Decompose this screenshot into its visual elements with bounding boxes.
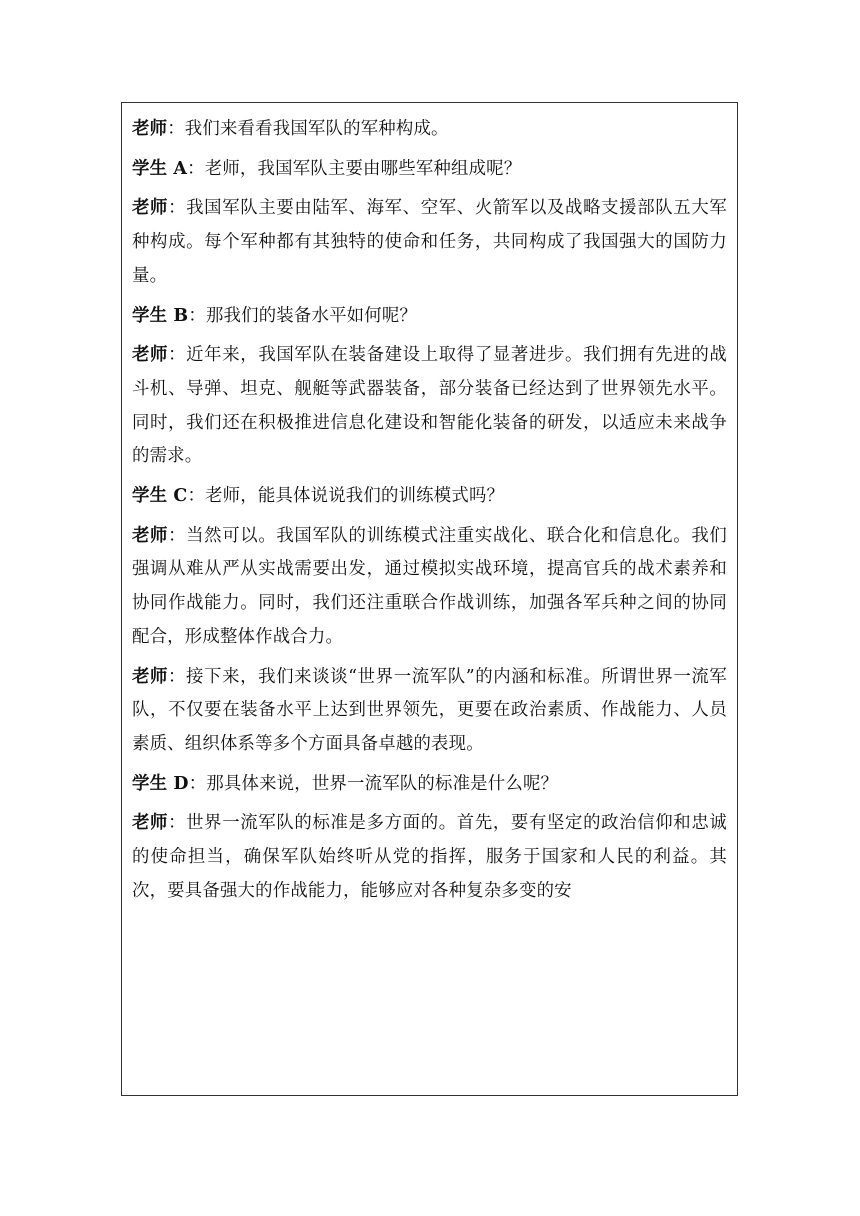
dialogue-text: 那我们的装备水平如何呢？ bbox=[205, 305, 418, 326]
dialogue-text: 我国军队主要由陆军、海军、空军、火箭军以及战略支援部队五大军种构成。每个军种都有其独特的使命和任务，共同构成了我国强大的国防力量。 bbox=[132, 198, 727, 286]
speaker-label: 老师 bbox=[132, 525, 169, 546]
speaker-colon: ： bbox=[168, 198, 187, 219]
speaker-label: 老师 bbox=[132, 345, 169, 366]
speaker-colon: ： bbox=[168, 345, 187, 366]
dialogue-text: 近年来，我国军队在装备建设上取得了显著进步。我们拥有先进的战斗机、导弹、坦克、舰艇等武器装备，部分装备已经达到了世界领先水平。同时，我们还在积极推进信息化建设和智能化装备的研发，以适应未来战争的需求。 bbox=[132, 345, 727, 467]
dialogue-paragraph bbox=[132, 661, 727, 762]
dialogue-table-cell bbox=[121, 102, 738, 1096]
speaker-label: 老师 bbox=[132, 813, 169, 834]
speaker-label: 老师 bbox=[132, 119, 168, 139]
speaker-colon: ： bbox=[187, 486, 206, 507]
dialogue-paragraph bbox=[132, 768, 727, 802]
dialogue-text: 老师，能具体说说我们的训练模式吗？ bbox=[205, 486, 505, 507]
speaker-colon: ： bbox=[168, 813, 187, 834]
dialogue-paragraph bbox=[132, 520, 727, 655]
speaker-colon: ： bbox=[167, 119, 185, 139]
speaker-label: 学生 A bbox=[132, 158, 188, 179]
speaker-label: 学生 B bbox=[132, 305, 189, 326]
speaker-colon: ： bbox=[188, 305, 206, 326]
dialogue-text: 那具体来说，世界一流军队的标准是什么呢？ bbox=[206, 773, 559, 794]
speaker-label: 学生 D bbox=[132, 773, 189, 794]
speaker-label: 老师 bbox=[132, 198, 169, 219]
speaker-colon: ： bbox=[187, 158, 205, 179]
dialogue-paragraph bbox=[132, 153, 727, 187]
speaker-label: 老师 bbox=[132, 666, 169, 687]
dialogue-paragraph bbox=[132, 480, 727, 514]
dialogue-paragraph bbox=[132, 300, 727, 334]
dialogue-text: 接下来，我们来谈谈“世界一流军队”的内涵和标准。所谓世界一流军队，不仅要在装备水平上达到世界领先，更要在政治素质、作战能力、人员素质、组织体系等多个方面具备卓越的表现。 bbox=[132, 666, 728, 754]
dialogue-paragraph bbox=[132, 192, 727, 293]
speaker-label: 学生 C bbox=[132, 486, 188, 507]
dialogue-paragraph bbox=[132, 113, 727, 147]
dialogue-text: 老师，我国军队主要由哪些军种组成呢？ bbox=[204, 158, 522, 179]
dialogue-paragraph bbox=[132, 807, 727, 908]
dialogue-text: 当然可以。我国军队的训练模式注重实战化、联合化和信息化。我们强调从难从严从实战需要出发，通过模拟实战环境，提高官兵的战术素养和协同作战能力。同时，我们还注重联合作战训练，加强各军兵种之间的协同配合，形成整体作战合力。 bbox=[132, 525, 727, 647]
dialogue-text: 我们来看看我国军队的军种构成。 bbox=[184, 119, 449, 139]
dialogue-paragraph bbox=[132, 339, 727, 474]
speaker-colon: ： bbox=[168, 525, 187, 546]
dialogue-text: 世界一流军队的标准是多方面的。首先，要有坚定的政治信仰和忠诚的使命担当，确保军队始终听从党的指挥，服务于国家和人民的利益。其次，要具备强大的作战能力，能够应对各种复杂多变的安 bbox=[132, 813, 727, 901]
speaker-colon: ： bbox=[188, 773, 207, 794]
speaker-colon: ： bbox=[168, 666, 187, 687]
